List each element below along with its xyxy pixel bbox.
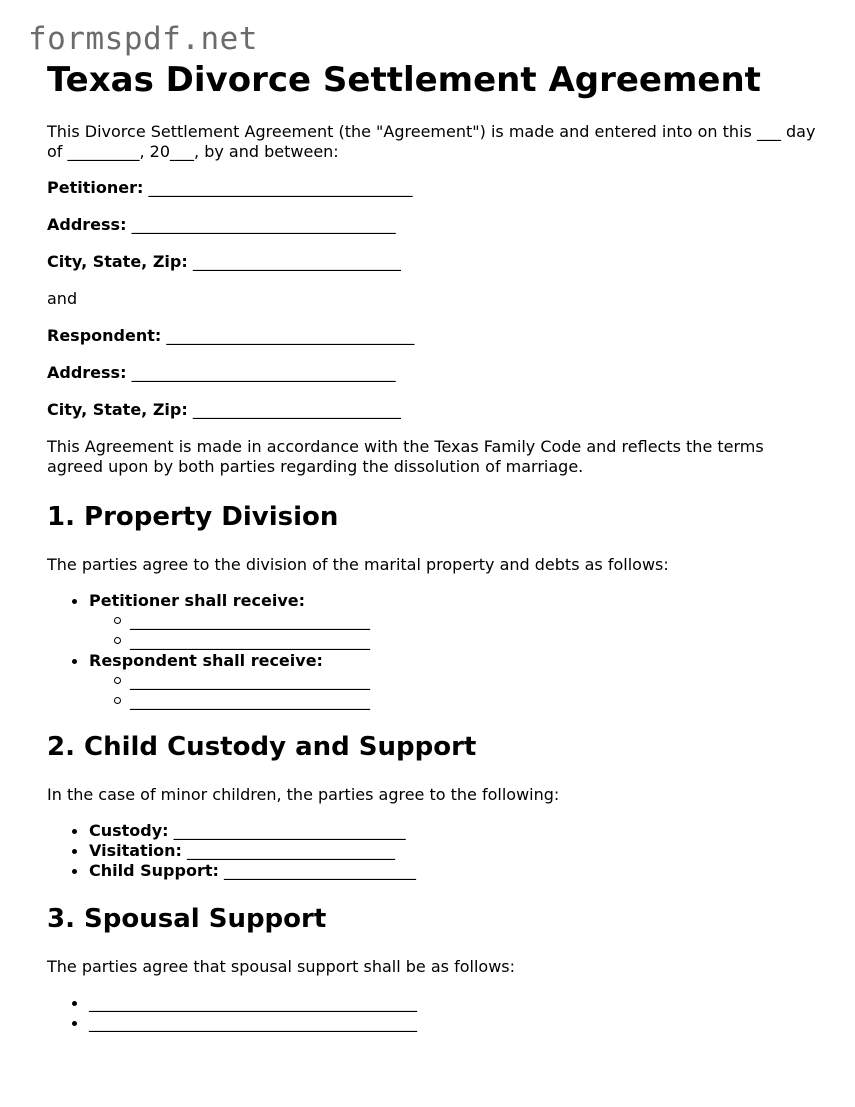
spousal-blank[interactable]: _________________________________________ — [89, 1013, 417, 1032]
custody-list — [47, 821, 817, 881]
respondent-name-field — [47, 326, 817, 346]
property-lead: The parties agree to the division of the marital property and debts as follows: — [47, 555, 669, 574]
list-item — [47, 651, 817, 711]
petitioner-address-field — [47, 215, 817, 235]
list-item — [47, 1013, 817, 1033]
respondent-receive-blank[interactable]: ______________________________ — [130, 671, 370, 690]
section-heading-spousal: 3. Spousal Support — [47, 904, 327, 934]
respondent-address-blank[interactable]: _________________________________ — [131, 363, 396, 382]
respondent-address-field — [47, 363, 817, 383]
watermark: formspdf.net — [28, 21, 258, 57]
list-item — [89, 611, 817, 631]
document-title: Texas Divorce Settlement Agreement — [47, 60, 761, 100]
list-item — [47, 821, 817, 841]
section-heading-property: 1. Property Division — [47, 502, 339, 532]
document-page — [47, 58, 817, 1033]
section-heading-custody: 2. Child Custody and Support — [47, 732, 477, 762]
custody-label: Custody: — [89, 821, 169, 840]
respondent-receive-label: Respondent shall receive: — [89, 651, 323, 670]
spousal-lead: The parties agree that spousal support shall be as follows: — [47, 957, 515, 976]
respondent-receive-blank[interactable]: ______________________________ — [130, 691, 370, 710]
petitioner-address-blank[interactable]: _________________________________ — [131, 215, 396, 234]
petitioner-name-label: Petitioner: — [47, 178, 144, 197]
list-item — [47, 841, 817, 861]
respondent-city-label: City, State, Zip: — [47, 400, 188, 419]
petitioner-name-blank[interactable]: _________________________________ — [148, 178, 413, 197]
petitioner-address-label: Address: — [47, 215, 127, 234]
spousal-list — [47, 993, 817, 1033]
accordance-paragraph: This Agreement is made in accordance with the Texas Family Code and reflects the terms agreed upon by both parties regarding the dissolution of marriage. — [47, 437, 764, 476]
visitation-blank[interactable]: __________________________ — [187, 841, 396, 860]
list-item — [47, 993, 817, 1013]
petitioner-receive-blank[interactable]: ______________________________ — [130, 631, 370, 650]
custody-lead: In the case of minor children, the parties agree to the following: — [47, 785, 560, 804]
child-support-label: Child Support: — [89, 861, 219, 880]
petitioner-receive-blank[interactable]: ______________________________ — [130, 611, 370, 630]
spousal-blank[interactable]: _________________________________________ — [89, 993, 417, 1012]
petitioner-city-label: City, State, Zip: — [47, 252, 188, 271]
visitation-label: Visitation: — [89, 841, 182, 860]
list-item — [89, 691, 817, 711]
list-item — [89, 671, 817, 691]
respondent-city-field — [47, 400, 817, 420]
petitioner-name-field — [47, 178, 817, 198]
respondent-name-label: Respondent: — [47, 326, 162, 345]
petitioner-receive-label: Petitioner shall receive: — [89, 591, 306, 610]
respondent-city-blank[interactable]: __________________________ — [192, 400, 401, 419]
list-item — [47, 591, 817, 651]
custody-blank[interactable]: _____________________________ — [173, 821, 406, 840]
child-support-blank[interactable]: ________________________ — [223, 861, 416, 880]
list-item — [47, 861, 817, 881]
petitioner-city-blank[interactable]: __________________________ — [192, 252, 401, 271]
and-text: and — [47, 289, 78, 308]
petitioner-city-field — [47, 252, 817, 272]
intro-paragraph: This Divorce Settlement Agreement (the "Agreement") is made and entered into on this ___ day of _________, 20___, by and between: — [47, 122, 816, 161]
property-list — [47, 591, 817, 711]
list-item — [89, 631, 817, 651]
respondent-address-label: Address: — [47, 363, 127, 382]
respondent-name-blank[interactable]: _______________________________ — [166, 326, 415, 345]
